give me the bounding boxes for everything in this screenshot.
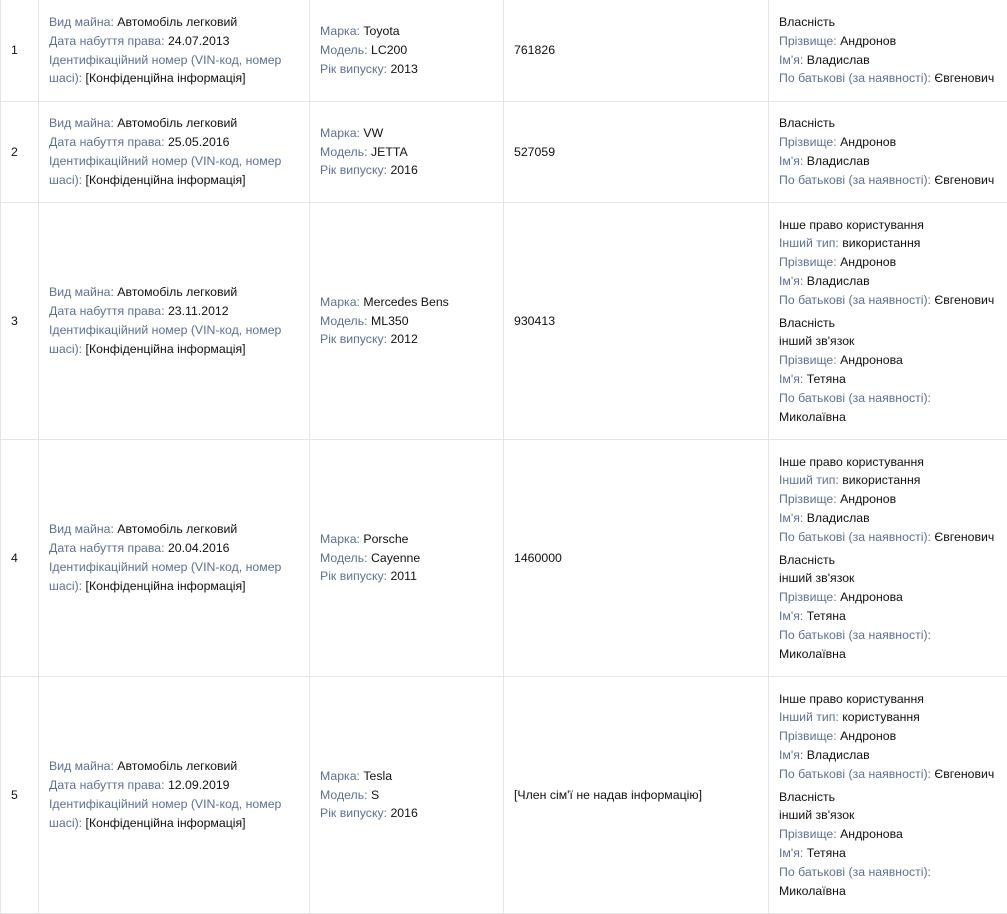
cost-cell: 1460000 [504, 440, 769, 677]
surname-label: Прізвище: [779, 729, 837, 743]
right-group [779, 114, 997, 189]
vehicle-cell [310, 440, 504, 677]
vehicle-cell [310, 102, 504, 203]
patronymic-label: По батькові (за наявності): [779, 767, 931, 781]
rights-cell [769, 102, 1007, 203]
patronymic-value: Миколаївна [779, 645, 997, 664]
year-label: Рік випуску: [320, 332, 387, 346]
acquire-date-value: 25.05.2016 [168, 135, 230, 149]
vin-label: Ідентифікаційний номер (VIN-код, номер шасі): [49, 323, 281, 356]
model-value: S [371, 788, 379, 802]
name-label: Ім'я: [779, 53, 803, 67]
acquire-date-label: Дата набуття права: [49, 135, 165, 149]
cost-cell: [Член сім'ї не надав інформацію] [504, 677, 769, 914]
vin-label: Ідентифікаційний номер (VIN-код, номер шасі): [49, 797, 281, 830]
property-cell [39, 102, 310, 203]
property-type-label: Вид майна: [49, 116, 114, 130]
row-number: 3 [1, 203, 39, 440]
patronymic-label: По батькові (за наявності): [779, 71, 931, 85]
name-value: Владислав [807, 274, 870, 288]
vehicle-cell [310, 0, 504, 102]
patronymic-label: По батькові (за наявності): [779, 391, 931, 405]
table-row [1, 0, 1007, 102]
surname-label: Прізвище: [779, 590, 837, 604]
property-type-label: Вид майна: [49, 759, 114, 773]
property-cell [39, 203, 310, 440]
brand-label: Марка: [320, 126, 360, 140]
acquire-date-label: Дата набуття права: [49, 34, 165, 48]
property-type-value: Автомобіль легковий [117, 116, 237, 130]
surname-value: Андронов [840, 34, 896, 48]
brand-value: Tesla [363, 769, 392, 783]
year-value: 2012 [390, 332, 417, 346]
table-row [1, 677, 1007, 914]
property-type-value: Автомобіль легковий [117, 285, 237, 299]
patronymic-value: Миколаївна [779, 882, 997, 901]
table-row [1, 203, 1007, 440]
right-group [779, 13, 997, 88]
row-number: 4 [1, 440, 39, 677]
vin-label: Ідентифікаційний номер (VIN-код, номер шасі): [49, 560, 281, 593]
name-value: Тетяна [807, 609, 846, 623]
name-value: Владислав [807, 511, 870, 525]
other-type-value: використання [842, 473, 920, 487]
property-type-label: Вид майна: [49, 15, 114, 29]
patronymic-value: Євгенович [934, 767, 994, 781]
acquire-date-label: Дата набуття права: [49, 778, 165, 792]
name-label: Ім'я: [779, 274, 803, 288]
table-row [1, 440, 1007, 677]
model-value: JETTA [371, 145, 408, 159]
model-label: Модель: [320, 43, 368, 57]
brand-label: Марка: [320, 532, 360, 546]
brand-value: Toyota [363, 24, 399, 38]
name-label: Ім'я: [779, 748, 803, 762]
rights-cell [769, 677, 1007, 914]
other-type-label: Інший тип: [779, 710, 839, 724]
right-group [779, 216, 997, 310]
acquire-date-value: 23.11.2012 [168, 304, 229, 318]
vin-label: Ідентифікаційний номер (VIN-код, номер шасі): [49, 154, 281, 187]
cost-cell: 930413 [504, 203, 769, 440]
name-label: Ім'я: [779, 372, 803, 386]
patronymic-value: Євгенович [934, 530, 994, 544]
brand-label: Марка: [320, 769, 360, 783]
vehicles-table-body [1, 0, 1007, 914]
patronymic-label: По батькові (за наявності): [779, 530, 931, 544]
patronymic-label: По батькові (за наявності): [779, 173, 931, 187]
surname-value: Андронов [840, 255, 896, 269]
surname-value: Андронова [840, 827, 903, 841]
brand-value: VW [363, 126, 383, 140]
name-value: Тетяна [807, 846, 846, 860]
relation-value: інший зв'язок [779, 332, 997, 351]
patronymic-value: Миколаївна [779, 408, 997, 427]
property-type-value: Автомобіль легковий [117, 759, 237, 773]
surname-value: Андронов [840, 492, 896, 506]
year-label: Рік випуску: [320, 62, 387, 76]
year-value: 2016 [390, 806, 417, 820]
right-title: Інше право користування [779, 453, 997, 472]
vehicle-cell [310, 203, 504, 440]
surname-value: Андронова [840, 590, 903, 604]
row-number: 5 [1, 677, 39, 914]
patronymic-value: Євгенович [934, 173, 994, 187]
right-title: Власність [779, 314, 997, 333]
surname-value: Андронов [840, 729, 896, 743]
property-type-value: Автомобіль легковий [117, 15, 237, 29]
year-value: 2016 [390, 163, 417, 177]
vin-label: Ідентифікаційний номер (VIN-код, номер шасі): [49, 53, 281, 86]
surname-value: Андронова [840, 353, 903, 367]
name-value: Владислав [807, 53, 870, 67]
acquire-date-label: Дата набуття права: [49, 304, 165, 318]
property-type-label: Вид майна: [49, 522, 114, 536]
property-cell [39, 677, 310, 914]
right-group [779, 690, 997, 784]
acquire-date-value: 24.07.2013 [168, 34, 230, 48]
year-label: Рік випуску: [320, 806, 387, 820]
model-label: Модель: [320, 314, 368, 328]
property-cell [39, 440, 310, 677]
surname-label: Прізвище: [779, 492, 837, 506]
row-number: 2 [1, 102, 39, 203]
right-title: Власність [779, 13, 997, 32]
year-value: 2013 [390, 62, 417, 76]
other-type-label: Інший тип: [779, 473, 839, 487]
right-group [779, 788, 997, 901]
vin-value: [Конфіденційна інформація] [86, 71, 246, 85]
relation-value: інший зв'язок [779, 569, 997, 588]
other-type-value: використання [842, 236, 920, 250]
model-value: ML350 [371, 314, 409, 328]
right-group [779, 314, 997, 427]
name-label: Ім'я: [779, 846, 803, 860]
surname-label: Прізвище: [779, 827, 837, 841]
vin-value: [Конфіденційна інформація] [86, 342, 246, 356]
row-number: 1 [1, 0, 39, 102]
property-type-label: Вид майна: [49, 285, 114, 299]
right-title: Інше право користування [779, 690, 997, 709]
patronymic-label: По батькові (за наявності): [779, 628, 931, 642]
surname-label: Прізвище: [779, 255, 837, 269]
right-title: Власність [779, 551, 997, 570]
rights-cell [769, 440, 1007, 677]
vehicle-cell [310, 677, 504, 914]
acquire-date-value: 20.04.2016 [168, 541, 230, 555]
surname-label: Прізвище: [779, 34, 837, 48]
year-value: 2011 [390, 569, 416, 583]
acquire-date-value: 12.09.2019 [168, 778, 230, 792]
right-group [779, 551, 997, 664]
brand-value: Porsche [363, 532, 408, 546]
right-title: Власність [779, 114, 997, 133]
surname-label: Прізвище: [779, 353, 837, 367]
rights-cell [769, 203, 1007, 440]
other-type-label: Інший тип: [779, 236, 839, 250]
surname-value: Андронов [840, 135, 896, 149]
right-title: Власність [779, 788, 997, 807]
patronymic-value: Євгенович [934, 71, 994, 85]
name-value: Тетяна [807, 372, 846, 386]
other-type-value: користування [842, 710, 920, 724]
name-label: Ім'я: [779, 154, 803, 168]
model-value: LC200 [371, 43, 407, 57]
surname-label: Прізвище: [779, 135, 837, 149]
rights-cell [769, 0, 1007, 102]
relation-value: інший зв'язок [779, 806, 997, 825]
vin-value: [Конфіденційна інформація] [86, 816, 246, 830]
name-value: Владислав [807, 154, 870, 168]
patronymic-label: По батькові (за наявності): [779, 293, 931, 307]
brand-value: Mercedes Bens [363, 295, 448, 309]
name-label: Ім'я: [779, 609, 803, 623]
table-row [1, 102, 1007, 203]
year-label: Рік випуску: [320, 569, 387, 583]
cost-cell: 527059 [504, 102, 769, 203]
name-value: Владислав [807, 748, 870, 762]
right-group [779, 453, 997, 547]
vin-value: [Конфіденційна інформація] [86, 173, 246, 187]
model-label: Модель: [320, 788, 368, 802]
acquire-date-label: Дата набуття права: [49, 541, 165, 555]
patronymic-label: По батькові (за наявності): [779, 865, 931, 879]
name-label: Ім'я: [779, 511, 803, 525]
brand-label: Марка: [320, 24, 360, 38]
cost-cell: 761826 [504, 0, 769, 102]
property-cell [39, 0, 310, 102]
model-label: Модель: [320, 551, 368, 565]
right-title: Інше право користування [779, 216, 997, 235]
model-value: Cayenne [371, 551, 420, 565]
model-label: Модель: [320, 145, 368, 159]
patronymic-value: Євгенович [934, 293, 994, 307]
vin-value: [Конфіденційна інформація] [86, 579, 246, 593]
year-label: Рік випуску: [320, 163, 387, 177]
brand-label: Марка: [320, 295, 360, 309]
property-type-value: Автомобіль легковий [117, 522, 237, 536]
